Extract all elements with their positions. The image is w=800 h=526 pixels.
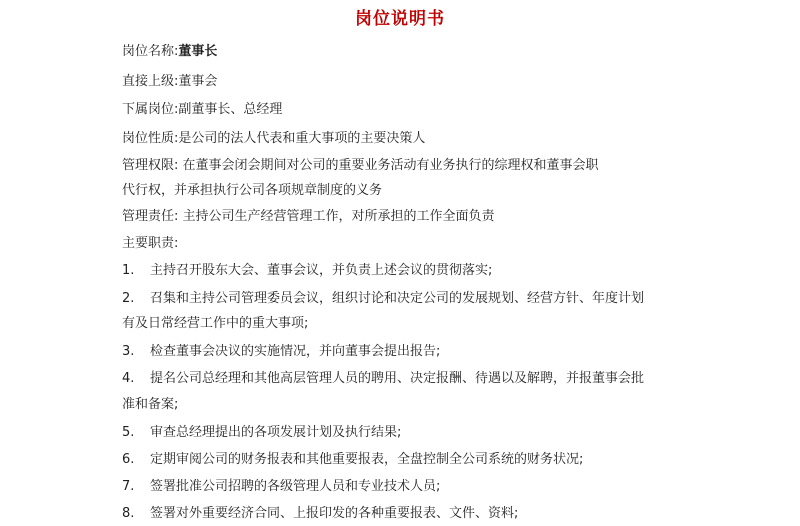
duty-text: 签署对外重要经济合同、上报印发的各种重要报表、文件、资料; — [150, 506, 519, 521]
field-subordinates — [122, 101, 282, 119]
duty-number: 4. — [122, 371, 135, 386]
duty-number: 8. — [122, 506, 135, 521]
nature-value: 是公司的法人代表和重大事项的主要决策人 — [178, 131, 426, 146]
duties-heading: 主要职责: — [122, 236, 179, 251]
duty-item-1 — [122, 262, 492, 280]
duty-item-7 — [122, 478, 440, 496]
duty-number: 3. — [122, 344, 135, 359]
duty-number: 5. — [122, 425, 135, 440]
duty-item-5 — [122, 424, 401, 442]
duty-text: 检查董事会决议的实施情况，并向董事会提出报告; — [150, 344, 441, 359]
duty-text: 召集和主持公司管理委员会议，组织讨论和决定公司的发展规划、经营方针、年度计划 — [150, 291, 645, 306]
responsibility-value: 主持公司生产经营管理工作，对所承担的工作全面负责 — [182, 209, 495, 224]
duty-item-2 — [122, 290, 644, 308]
duty-number: 7. — [122, 479, 135, 494]
field-authority — [122, 157, 599, 175]
duty-text: 签署批准公司招聘的各级管理人员和专业技术人员; — [150, 479, 441, 494]
field-authority-continuation — [122, 182, 382, 200]
field-position — [122, 43, 217, 61]
position-label: 岗位名称: — [122, 44, 179, 59]
duty-text: 定期审阅公司的财务报表和其他重要报表，全盘控制全公司系统的财务状况; — [150, 452, 584, 467]
nature-label: 岗位性质: — [122, 131, 179, 146]
authority-line1: 在董事会闭会期间对公司的重要业务活动有业务执行的综理权和董事会职 — [182, 158, 599, 173]
field-nature — [122, 130, 425, 148]
field-responsibility — [122, 208, 495, 226]
supervisor-label: 直接上级: — [122, 74, 179, 89]
duty-item-6 — [122, 451, 583, 469]
duty-text: 主持召开股东大会、董事会议，并负责上述会议的贯彻落实; — [150, 263, 493, 278]
duty-item-4 — [122, 370, 644, 388]
subordinates-value: 副董事长、总经理 — [178, 102, 283, 117]
duty-item-4-continuation: 准和备案; — [122, 397, 179, 412]
subordinates-label: 下属岗位: — [122, 102, 179, 117]
duty-text: 审查总经理提出的各项发展计划及执行结果; — [150, 425, 402, 440]
supervisor-value: 董事会 — [178, 74, 218, 89]
duty-text: 提名公司总经理和其他高层管理人员的聘用、决定报酬、待遇以及解聘，并报董事会批 — [150, 371, 645, 386]
duty-number: 2. — [122, 291, 135, 306]
authority-label: 管理权限: — [122, 158, 179, 173]
responsibility-label: 管理责任: — [122, 209, 179, 224]
authority-line2: 代行权，并承担执行公司各项规章制度的义务 — [122, 183, 383, 198]
field-supervisor — [122, 73, 217, 91]
document-title: 岗位说明书 — [355, 9, 445, 29]
duty-item-8 — [122, 505, 518, 523]
duty-item-3 — [122, 343, 440, 361]
duty-number: 1. — [122, 263, 135, 278]
duty-number: 6. — [122, 452, 135, 467]
duty-item-2-continuation: 有及日常经营工作中的重大事项; — [122, 316, 309, 331]
position-value: 董事长 — [178, 44, 218, 59]
